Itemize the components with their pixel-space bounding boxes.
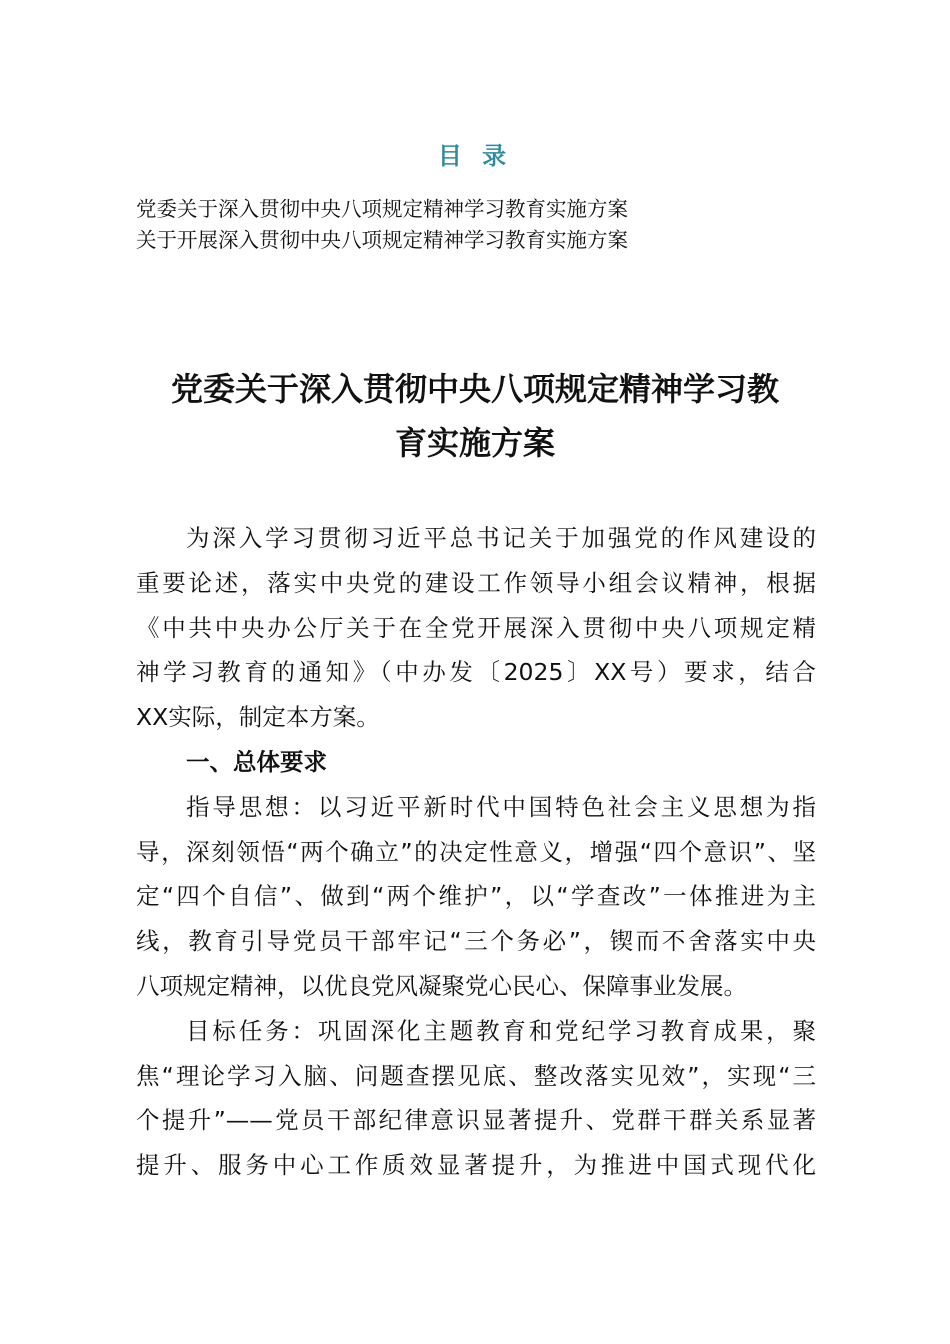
goals-paragraph: [136, 1009, 816, 1188]
paragraph-line: 为深入学习贯彻习近平总书记关于加强党的作风建设的: [186, 524, 816, 552]
paragraph-line: 提升、服务中心工作质效显著提升，为推进中国式现代化: [136, 1151, 816, 1180]
paragraph-line: 《中共中央办公厅关于在全党开展深入贯彻中央八项规定精: [136, 613, 816, 642]
paragraph-line: 焦“理论学习入脑、问题查摆见底、整改落实见效”，实现“三: [136, 1061, 816, 1090]
paragraph-line: 个提升”——党员干部纪律意识显著提升、党群干群关系显著: [136, 1106, 816, 1135]
paragraph-line: 八项规定精神，以优良党风凝聚党心民心、保障事业发展。: [136, 971, 747, 1000]
intro-paragraph: [136, 516, 816, 740]
document-title-line-2: 育实施方案: [394, 424, 555, 462]
paragraph-line: 导，深刻领悟“两个确立”的决定性意义，增强“四个意识”、坚: [136, 837, 816, 866]
toc-title: 目 录: [437, 142, 513, 170]
document-body: [136, 516, 816, 1188]
guiding-thought-paragraph: [136, 785, 816, 1009]
paragraph-line: 目标任务：巩固深化主题教育和党纪学习教育成果，聚: [186, 1016, 816, 1045]
paragraph-line: 神学习教育的通知》（中办发〔2025〕XX号）要求，结合: [136, 658, 816, 687]
paragraph-line: 线，教育引导党员干部牢记“三个务必”，锲而不舍落实中央: [136, 927, 816, 956]
toc-item-2[interactable]: 关于开展深入贯彻中央八项规定精神学习教育实施方案: [136, 228, 628, 252]
document-title: [120, 362, 830, 470]
paragraph-line: 定“四个自信”、做到“两个维护”，以“学查改”一体推进为主: [136, 882, 816, 911]
paragraph-line: 重要论述，落实中央党的建设工作领导小组会议精神，根据: [136, 568, 816, 597]
toc-item-1[interactable]: 党委关于深入贯彻中央八项规定精神学习教育实施方案: [136, 197, 628, 221]
table-of-contents: [136, 194, 816, 256]
paragraph-line: XX实际，制定本方案。: [136, 703, 380, 732]
paragraph-line: 指导思想：以习近平新时代中国特色社会主义思想为指: [186, 792, 816, 821]
section-heading: 一、总体要求: [186, 747, 327, 776]
document-title-line-1: 党委关于深入贯彻中央八项规定精神学习教: [170, 370, 779, 408]
